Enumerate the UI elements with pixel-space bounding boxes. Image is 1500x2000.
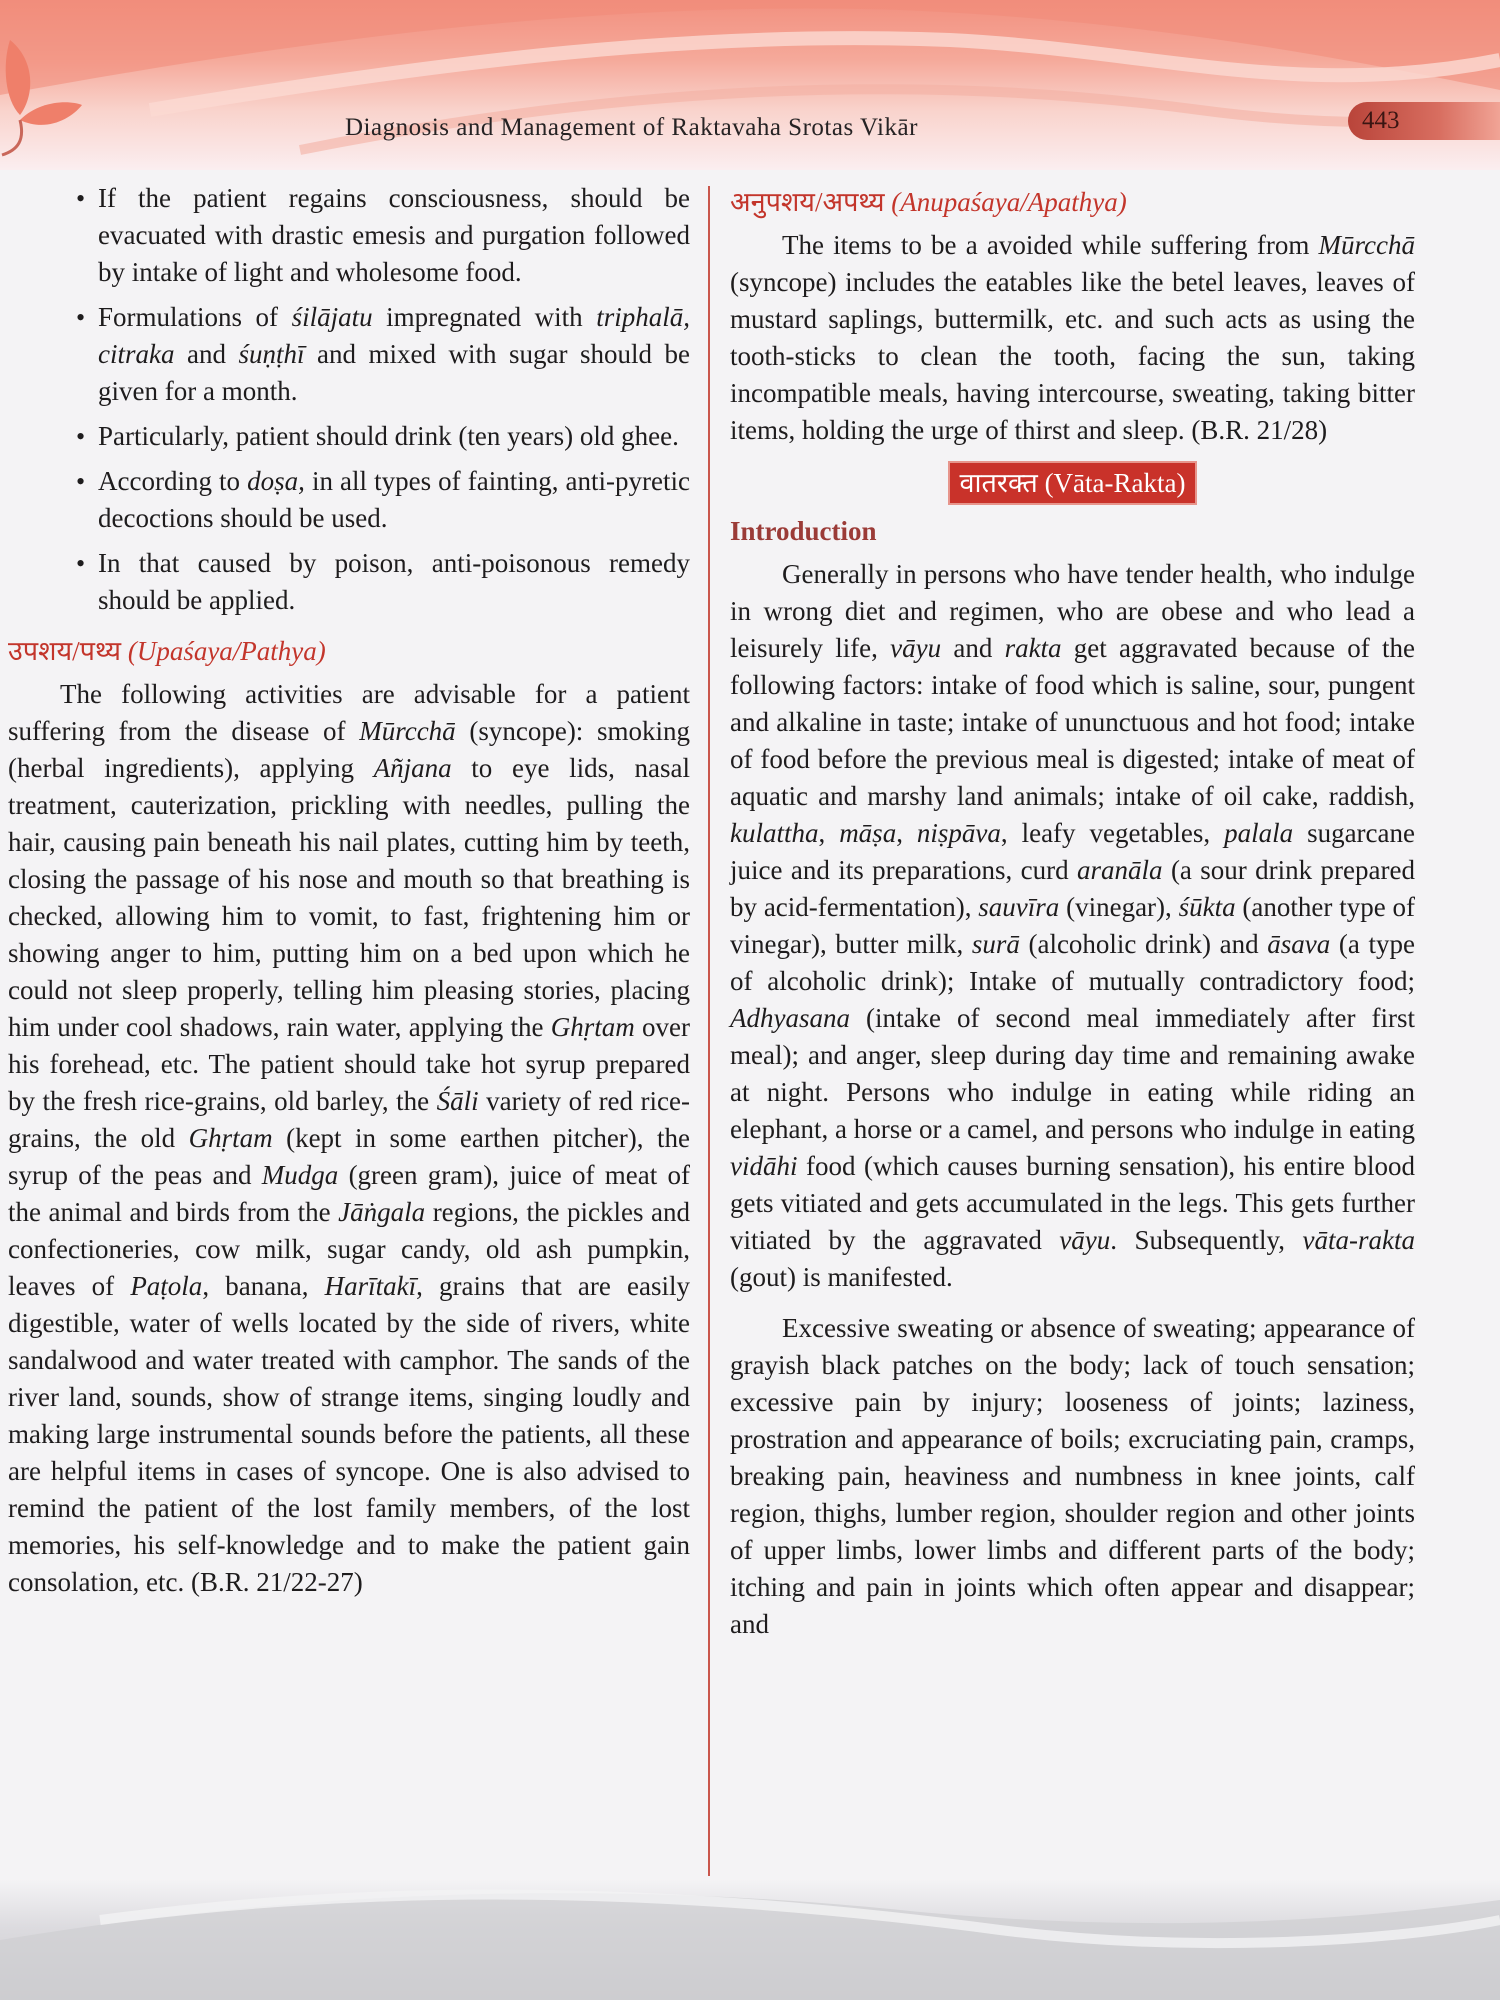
wave-decoration-icon	[0, 1880, 1500, 2000]
page-header-band	[0, 0, 1500, 170]
section-heading-anupasaya: अनुपशय/अपथ्य (Anupaśaya/Apathya)	[730, 187, 1127, 217]
page-footer-band	[0, 1880, 1500, 2000]
wave-decoration-icon	[0, 0, 1500, 170]
column-divider	[708, 186, 710, 1876]
bullet-item: • Particularly, patient should drink (ten years) old ghee.	[98, 418, 690, 455]
vata-rakta-banner: वातरक्त (Vāta-Rakta)	[950, 463, 1196, 503]
introduction-paragraph: Generally in persons who have tender health, who indulge in wrong diet and regimen, who are obese and who lead a leisurely life, vāyu and rakta get aggravated because of the following factors: intake of food which is saline, sour, pungent and alkaline in taste; intake of ununctuous and hot food; intake of food before the previous meal is digested; intake of meat of aquatic and marshy land animals; intake of oil cake, raddish, kulattha, māṣa, niṣpāva, leafy vegetables, palala sugarcane juice and its preparations, curd aranāla (a sour drink prepared by acid-fermentation), sauvīra (vinegar), śūkta (another type of vinegar), butter milk, surā (alcoholic drink) and āsava (a type of alcoholic drink); Intake of mutually contradictory food; Adhyasana (intake of second meal immediately after first meal); and anger, sleep during day time and remaining awake at night. Persons who indulge in eating while riding an elephant, a horse or a camel, and persons who indulge in eating vidāhi food (which causes burning sensation), his entire blood gets vitiated and gets accumulated in the legs. This gets further vitiated by the aggravated vāyu. Subsequently, vāta-rakta (gout) is manifested.	[730, 559, 1416, 1292]
bullet-item: • If the patient regains consciousness, should be evacuated with drastic emesis and purgation followed by intake of light and wholesome food.	[98, 180, 690, 291]
leaf-icon	[0, 20, 90, 170]
bullet-item: • According to doṣa, in all types of fainting, anti-pyretic decoctions should be used.	[98, 463, 690, 537]
bullet-item: • In that caused by poison, anti-poisonous remedy should be applied.	[98, 545, 690, 619]
pathya-paragraph: The following activities are advisable for a patient suffering from the disease of Mūrcchā (syncope): smoking (herbal ingredients), applying Añjana to eye lids, nasal treatment, cauterization, prickling with needles, pulling the hair, causing pain beneath his nail plates, cutting him by teeth, closing the passage of his nose and mouth so that breathing is checked, allowing him to vomit, to fast, frightening him or showing anger to him, putting him on a bed upon which he could not sleep properly, telling him pleasing stories, placing him under cool shadows, rain water, applying the Ghṛtam over his forehead, etc. The patient should take hot syrup prepared by the fresh rice-grains, old barley, the Śāli variety of red rice-grains, the old Ghṛtam (kept in some earthen pitcher), the syrup of the peas and Mudga (green gram), juice of meat of the animal and birds from the Jāṅgala regions, the pickles and confectioneries, cow milk, sugar candy, old ash pumpkin, leaves of Paṭola, banana, Harītakī, grains that are easily digestible, water of wells located by the side of rivers, white sandalwood and water treated with camphor. The sands of the river land, sounds, show of strange items, singing loudly and making large instrumental sounds before the patients, all these are helpful items in cases of syncope. One is also advised to remind the patient of the lost family members, of the lost memories, his self-knowledge and to make the patient gain consolation, etc. (B.R. 21/22-27)	[8, 679, 691, 1597]
right-column	[730, 180, 1415, 1643]
symptoms-paragraph: Excessive sweating or absence of sweating; appearance of grayish black patches on the body; lack of touch sensation; excessive pain by injury; looseness of joints; laziness, prostration and appearance of boils; excruciating pain, cramps, breaking pain, heaviness and numbness in knee joints, calf region, thighs, lumber region, shoulder region and other joints of upper limbs, lower limbs and different parts of the body; itching and pain in joints which often appear and disappear; and	[730, 1313, 1415, 1639]
bullet-item: • Formulations of śilājatu impregnated with triphalā, citraka and śuṇṭhī and mixed with sugar should be given for a month.	[98, 299, 690, 410]
running-head: Diagnosis and Management of Raktavaha Srotas Vikār	[345, 114, 918, 141]
section-heading-upasaya: उपशय/पथ्य (Upaśaya/Pathya)	[8, 636, 326, 666]
chapter-banner-wrap	[730, 463, 1415, 503]
introduction-heading: Introduction	[730, 516, 877, 546]
treatment-bullet-list	[8, 180, 690, 619]
left-column	[8, 180, 690, 1601]
apathya-paragraph: The items to be a avoided while suffering from Mūrcchā (syncope) includes the eatables like the betel leaves, leaves of mustard saplings, buttermilk, etc. and such acts as using the tooth-sticks to clean the tooth, facing the sun, taking incompatible meals, having intercourse, sweating, taking bitter items, holding the urge of thirst and sleep. (B.R. 21/28)	[730, 230, 1415, 445]
page-number: 443	[1362, 107, 1400, 134]
